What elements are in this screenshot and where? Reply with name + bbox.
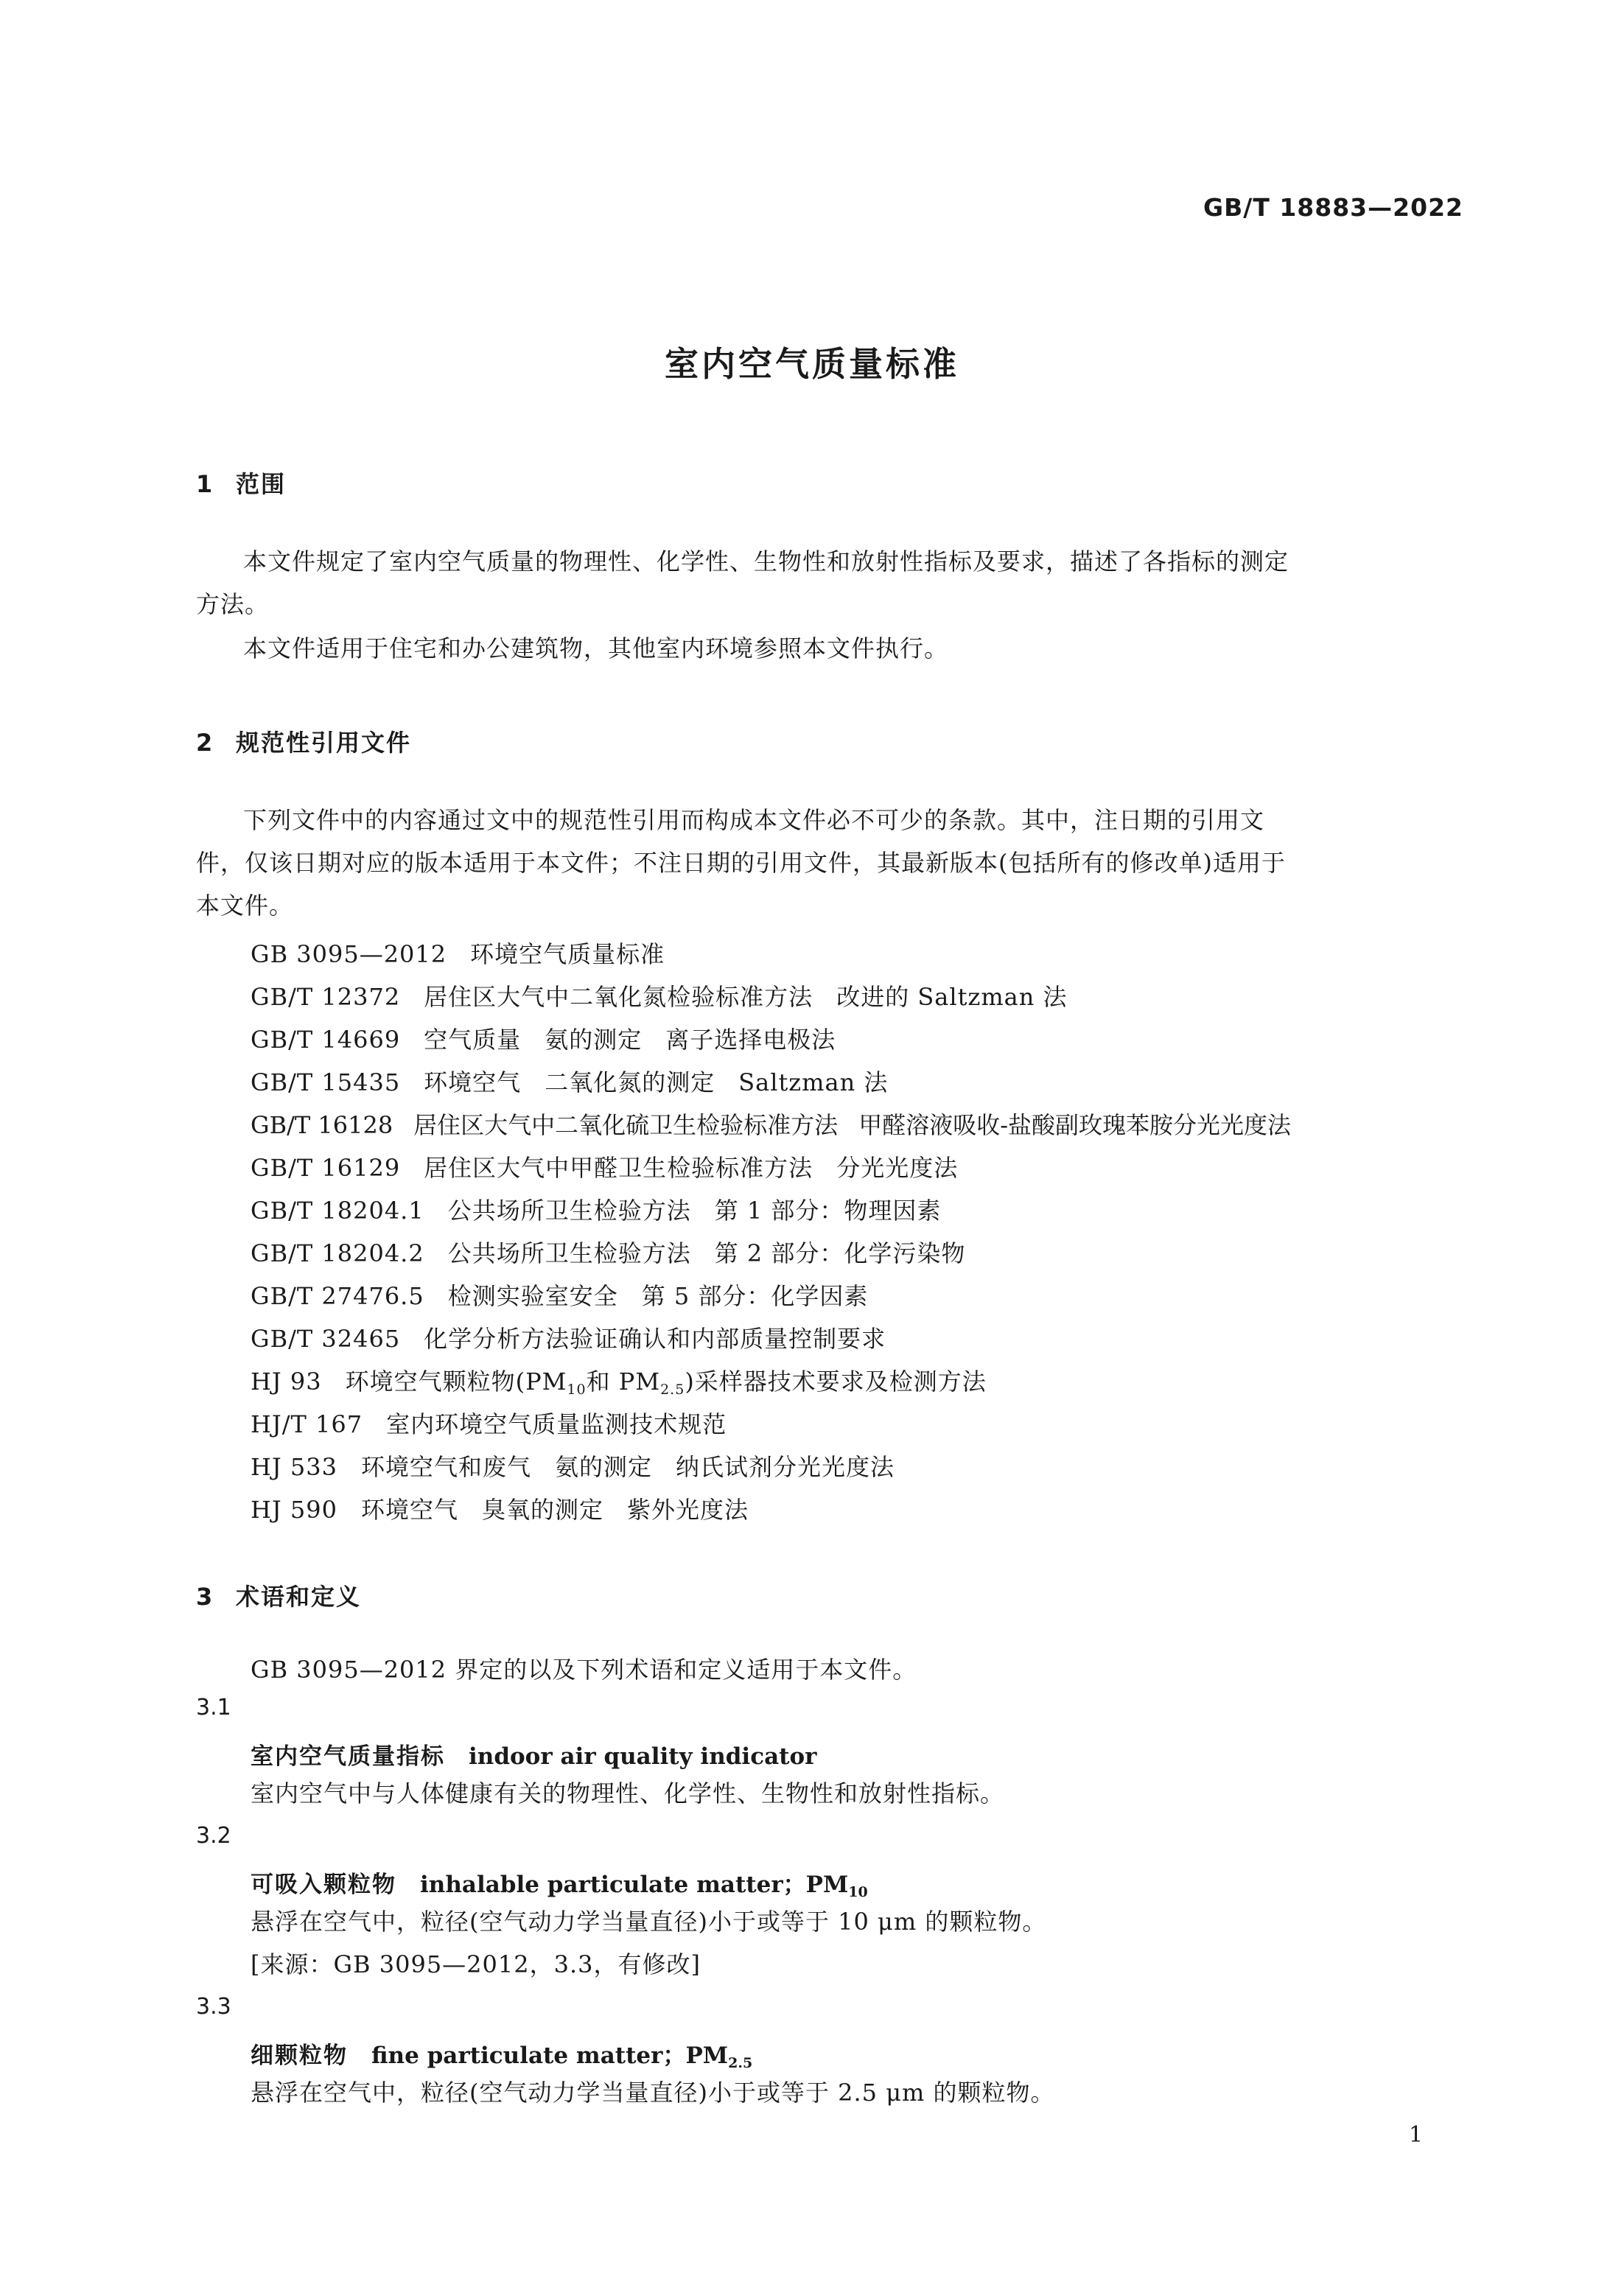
reference-item: GB/T 27476.5 检测实验室安全 第 5 部分：化学因素 [251,1282,869,1310]
section-2-title: 规范性引用文件 [236,729,412,757]
section-3-intro: GB 3095—2012 界定的以及下列术语和定义适用于本文件。 [251,1656,917,1684]
section-1-number: 1 [196,470,214,498]
section-2-para-line1: 下列文件中的内容通过文中的规范性引用而构成本文件必不可少的条款。其中，注日期的引用文 [243,806,1265,834]
term-definition: 悬浮在空气中，粒径(空气动力学当量直径)小于或等于 2.5 μm 的颗粒物。 [251,2079,1055,2107]
term-definition: 室内空气中与人体健康有关的物理性、化学性、生物性和放射性指标。 [251,1779,1005,1807]
section-2-heading [196,724,411,758]
reference-item: HJ 93 环境空气颗粒物($PM_{10}$和 $PM_{2.5}$)采样器技术要求及检测方法 [251,1368,987,1398]
section-2-number: 2 [196,729,214,757]
term-number: 3.2 [196,1823,231,1849]
term-definition: 悬浮在空气中，粒径(空气动力学当量直径)小于或等于 10 μm 的颗粒物。 [251,1908,1047,1936]
section-1-heading [196,466,286,500]
section-3-heading [196,1578,361,1612]
section-1-para2: 本文件适用于住宅和办公建筑物，其他室内环境参照本文件执行。 [243,634,949,662]
term-heading: 室内空气质量指标 indoor air quality indicator [251,1743,817,1770]
standard-number: GB/T 18883—2022 [1203,193,1463,222]
reference-item: GB/T 16129 居住区大气中甲醛卫生检验标准方法 分光光度法 [251,1154,959,1182]
reference-item: GB/T 15435 环境空气 二氧化氮的测定 Saltzman 法 [251,1068,889,1096]
reference-item: GB/T 18204.2 公共场所卫生检验方法 第 2 部分：化学污染物 [251,1239,966,1267]
reference-item: GB/T 18204.1 公共场所卫生检验方法 第 1 部分：物理因素 [251,1197,942,1225]
term-source: [来源：GB 3095—2012，3.3，有修改] [251,1950,701,1978]
term-heading: 可吸入颗粒物 inhalable particulate matter；$PM_{10}$ [251,1872,868,1900]
section-2-para-line2: 件，仅该日期对应的版本适用于本文件；不注日期的引用文件，其最新版本(包括所有的修改单)适用于 [196,849,1286,877]
section-3-title: 术语和定义 [236,1583,362,1611]
reference-item: GB/T 14669 空气质量 氨的测定 离子选择电极法 [251,1026,836,1054]
page-title: 室内空气质量标准 [665,344,959,384]
page-number: 1 [1409,2122,1424,2148]
reference-item: GB/T 12372 居住区大气中二氧化氮检验标准方法 改进的 Saltzman 法 [251,983,1068,1011]
term-number: 3.1 [196,1695,231,1720]
reference-item: GB/T 32465 化学分析方法验证确认和内部质量控制要求 [251,1325,886,1353]
reference-item: GB 3095—2012 环境空气质量标准 [251,940,665,968]
section-3-number: 3 [196,1583,214,1611]
reference-item: HJ 533 环境空气和废气 氨的测定 纳氏试剂分光光度法 [251,1453,895,1481]
reference-item: HJ 590 环境空气 臭氧的测定 紫外光度法 [251,1496,749,1524]
section-1-title: 范围 [236,470,287,498]
term-heading: 细颗粒物 fine particulate matter；$PM_{2.5}$ [251,2042,753,2071]
term-number: 3.3 [196,1994,231,2020]
reference-item: GB/T 16128 居住区大气中二氧化硫卫生检验标准方法 甲醛溶液吸收-盐酸副玫瑰苯胺分光光度法 [251,1111,1292,1139]
section-1-para1-line2: 方法。 [196,590,270,618]
section-1-para1-line1: 本文件规定了室内空气质量的物理性、化学性、生物性和放射性指标及要求，描述了各指标的测定 [243,547,1289,575]
section-2-para-line3: 本文件。 [196,892,294,920]
reference-item: HJ/T 167 室内环境空气质量监测技术规范 [251,1410,727,1438]
